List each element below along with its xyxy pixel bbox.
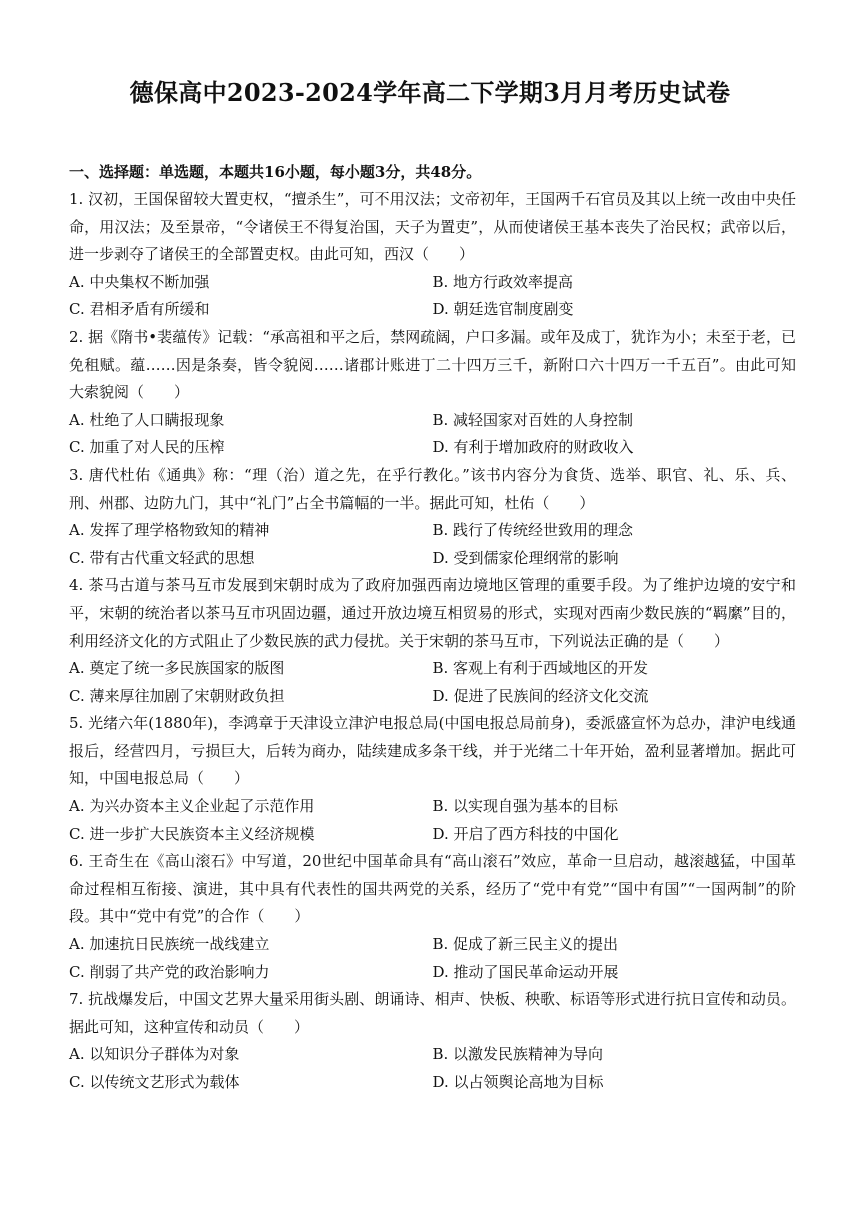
question-options <box>69 407 796 462</box>
question-stem: 7. 抗战爆发后，中国文艺界大量采用街头剧、朗诵诗、相声、快板、秧歌、标语等形式进行抗日宣传和动员。据此可知，这种宣传和动员（ ） <box>69 990 796 1036</box>
option-b: B. 以激发民族精神为导向 <box>432 1045 604 1064</box>
option-c: C. 以传统文艺形式为载体 <box>69 1073 240 1091</box>
question-stem: 6. 王奇生在《高山滚石》中写道，20世纪中国革命具有“高山滚石”效应，革命一旦启动，越滚越猛，中国革命过程相互衔接、演进，其中具有代表性的国共两党的关系，经历了“党中有党”“国中有国”“一国两制”的阶段。其中“党中有党”的合作（ ） <box>69 852 796 926</box>
option-d: D. 开启了西方科技的中国化 <box>432 824 619 843</box>
option-a: A. 加速抗日民族统一战线建立 <box>69 935 270 954</box>
option-a: A. 杜绝了人口瞒报现象 <box>69 410 225 429</box>
question-1 <box>69 186 796 324</box>
question-stem: 4. 茶马古道与茶马互市发展到宋朝时成为了政府加强西南边境地区管理的重要手段。为了维护边境的安宁和平，宋朝的统治者以茶马互市巩固边疆，通过开放边境互相贸易的形式，实现对西南少数民族的“羁縻”目的，利用经济文化的方式阻止了少数民族的武力侵扰。关于宋朝的茶马互市，下列说法正确的是（ ） <box>69 576 796 650</box>
option-a: A. 奠定了统一多民族国家的版图 <box>69 659 285 678</box>
option-a: A. 发挥了理学格物致知的精神 <box>69 521 270 540</box>
question-5 <box>69 710 796 848</box>
question-stem: 1. 汉初，王国保留较大置吏权，“擅杀生”，可不用汉法；文帝初年，王国两千石官员及其以上统一改由中央任命，用汉法；及至景帝，“令诸侯王不得复治国，天子为置吏”，从而使诸侯王基本丧失了治民权；武帝以后，进一步剥夺了诸侯王的全部置吏权。由此可知，西汉（ ） <box>69 190 796 264</box>
option-c: C. 加重了对人民的压榨 <box>69 438 225 457</box>
question-options <box>69 269 796 324</box>
option-b: B. 践行了传统经世致用的理念 <box>432 521 634 540</box>
question-options <box>69 517 796 572</box>
option-b: B. 促成了新三民主义的提出 <box>432 935 619 954</box>
option-a: A. 为兴办资本主义企业起了示范作用 <box>69 797 315 816</box>
question-stem: 5. 光绪六年(1880年)，李鸿章于天津设立津沪电报总局(中国电报总局前身)，委派盛宣怀为总办，津沪电线通报后，经营四月，亏损巨大，后转为商办，陆续建成多条干线，并于光绪二十年开始，盈利显著增加。据此可知，中国电报总局（ ） <box>69 714 796 788</box>
question-stem: 3. 唐代杜佑《通典》称：“理（治）道之先，在乎行教化。”该书内容分为食货、选举、职官、礼、乐、兵、刑、州郡、边防九门，其中“礼门”占全书篇幅的一半。据此可知，杜佑（ ） <box>69 465 796 512</box>
option-c: C. 君相矛盾有所缓和 <box>69 300 210 319</box>
option-c: C. 带有古代重文轻武的思想 <box>69 548 255 567</box>
option-c: C. 薄来厚往加剧了宋朝财政负担 <box>69 686 285 705</box>
option-d: D. 推动了国民革命运动开展 <box>432 962 619 981</box>
question-3 <box>69 462 796 572</box>
option-b: B. 减轻国家对百姓的人身控制 <box>432 410 634 429</box>
option-a: A. 以知识分子群体为对象 <box>69 1045 240 1064</box>
option-d: D. 受到儒家伦理纲常的影响 <box>432 548 619 567</box>
option-d: D. 有利于增加政府的财政收入 <box>432 438 634 457</box>
question-options <box>69 793 796 848</box>
question-4 <box>69 572 796 710</box>
question-6 <box>69 848 796 986</box>
exam-content <box>69 160 796 1097</box>
option-b: B. 客观上有利于西域地区的开发 <box>432 659 649 678</box>
question-options <box>69 931 796 986</box>
option-b: B. 地方行政效率提高 <box>432 272 574 291</box>
question-options <box>69 655 796 710</box>
option-d: D. 以占领舆论高地为目标 <box>432 1073 604 1091</box>
option-b: B. 以实现自强为基本的目标 <box>432 797 619 816</box>
exam-title: 德保高中2023-2024学年高二下学期3月月考历史试卷 <box>129 78 731 107</box>
question-2 <box>69 324 796 462</box>
option-c: C. 削弱了共产党的政治影响力 <box>69 962 270 981</box>
option-d: D. 促进了民族间的经济文化交流 <box>432 686 649 705</box>
question-7 <box>69 986 796 1096</box>
option-c: C. 进一步扩大民族资本主义经济规模 <box>69 824 315 843</box>
option-a: A. 中央集权不断加强 <box>69 272 210 291</box>
question-options <box>69 1041 796 1096</box>
section-heading: 一、选择题：单选题，本题共16小题，每小题3分，共48分。 <box>69 163 482 181</box>
option-d: D. 朝廷选官制度剧变 <box>432 300 574 319</box>
question-stem: 2. 据《隋书•裴蕴传》记载：“承高祖和平之后，禁网疏阔，户口多漏。或年及成丁，犹诈为小；未至于老，已免租赋。蕴……因是条奏，皆令貌阅……诸郡计账进丁二十四万三千，新附口六十四万一千五百”。由此可知大索貌阅（ ） <box>69 327 796 402</box>
